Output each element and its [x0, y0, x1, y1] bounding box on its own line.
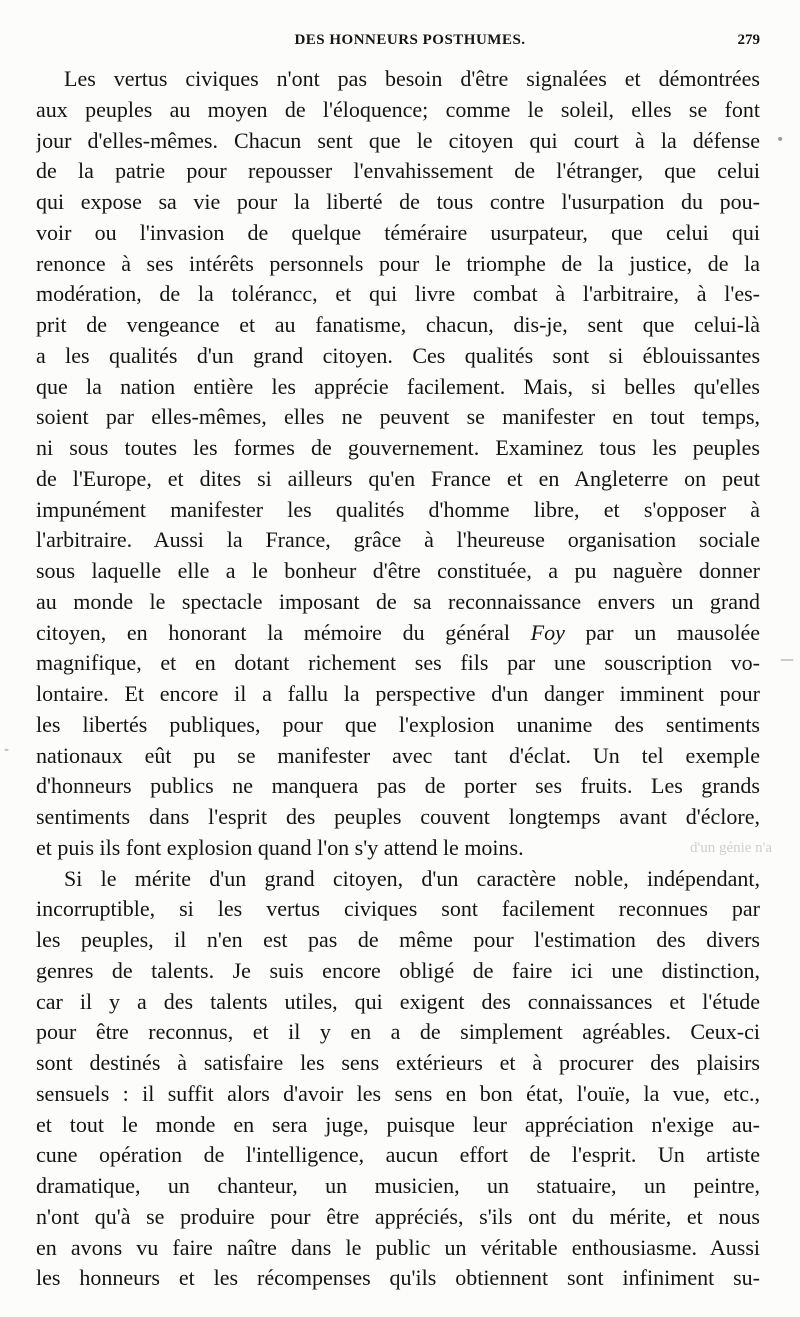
text-line: que la nation entière les apprécie facilement. Mais, si belles qu'elles [36, 373, 760, 399]
text-line: les libertés publiques, pour que l'explosion unanime des sentiments [36, 711, 760, 737]
text-line: sous laquelle elle a le bonheur d'être constituée, a pu naguère donner [36, 558, 760, 583]
margin-dash-mark: — [780, 652, 794, 668]
text-line: nationaux eût pu se manifester avec tant d'éclat. Un tel exemple [36, 742, 760, 768]
text-line: Les vertus civiques n'ont pas besoin d'être signalées et démontrées [64, 66, 760, 91]
margin-dot-mark: • [776, 132, 785, 148]
text-line: les peuples, il n'en est pas de même pour l'estimation des divers [36, 927, 760, 952]
body-text [36, 64, 760, 1294]
paragraph-1 [36, 64, 760, 864]
text-line: impunément manifester les qualités d'homme libre, et s'opposer à [36, 496, 760, 522]
text-line: incorruptible, si les vertus civiques sont facilement reconnues par [36, 896, 760, 922]
text-line: de la patrie pour repousser l'envahissement de l'étranger, que celui [36, 158, 760, 184]
text-line: magnifique, et en dotant richement ses fils par une souscription vo- [36, 650, 760, 676]
bleed-through-text: d'un génie n'a [690, 840, 773, 856]
text-line: pour être reconnus, et il y en a de simplement agréables. Ceux-ci [36, 1019, 760, 1045]
text-run: citoyen, en honorant la mémoire du général [36, 619, 531, 645]
text-line: d'honneurs publics ne manquera pas de porter ses fruits. Les grands [36, 773, 760, 799]
text-line: genres de talents. Je suis encore obligé de faire ici une distinction, [36, 957, 760, 983]
margin-left-dash-mark: - [4, 742, 10, 758]
emphasized-name: Foy [530, 619, 565, 645]
text-line: voir ou l'invasion de quelque téméraire usurpateur, que celui qui [36, 219, 760, 245]
text-line: au monde le spectacle imposant de sa reconnaissance envers un grand [36, 588, 760, 614]
text-line: dramatique, un chanteur, un musicien, un statuaire, un peintre, [36, 1173, 760, 1198]
text-line: soient par elles-mêmes, elles ne peuvent se manifester en tout temps, [36, 404, 760, 430]
text-line: qui expose sa vie pour la liberté de tous contre l'usurpation du pou- [36, 189, 760, 214]
text-line: a les qualités d'un grand citoyen. Ces qualités sont si éblouissantes [36, 342, 760, 368]
text-line: de l'Europe, et dites si ailleurs qu'en France et en Angleterre on peut [36, 465, 760, 491]
text-line: sensuels : il suffit alors d'avoir les sens en bon état, l'ouïe, la vue, etc., [36, 1080, 760, 1106]
text-line: sont destinés à satisfaire les sens extérieurs et à procurer des plaisirs [36, 1050, 760, 1075]
text-line: lontaire. Et encore il a fallu la perspective d'un danger imminent pour [36, 681, 760, 706]
text-line: les honneurs et les récompenses qu'ils obtiennent sont infiniment su- [36, 1265, 760, 1291]
text-run: par un mausolée [564, 619, 760, 645]
text-line: ni sous toutes les formes de gouvernement. Examinez tous les peuples [36, 435, 760, 460]
text-line: l'arbitraire. Aussi la France, grâce à l'heureuse organisation sociale [36, 527, 760, 553]
text-line: modération, de la tolérancc, et qui livre combat à l'arbitraire, à l'es- [36, 281, 760, 307]
text-line: Si le mérite d'un grand citoyen, d'un caractère noble, indépendant, [64, 865, 760, 891]
text-line: prit de vengeance et au fanatisme, chacun, dis-je, sent que celui-là [36, 312, 760, 337]
text-line: sentiments dans l'esprit des peuples couvent longtemps avant d'éclore, [36, 804, 760, 829]
page-header [60, 32, 760, 58]
running-head: DES HONNEURS POSTHUMES. [294, 32, 526, 48]
text-line: et tout le monde en sera juge, puisque leur appréciation n'exige au- [36, 1111, 760, 1137]
page-number: 279 [737, 32, 760, 48]
text-line-with-emphasis [36, 618, 760, 649]
text-line: jour d'elles-mêmes. Chacun sent que le citoyen qui court à la défense [36, 127, 760, 153]
text-line: aux peuples au moyen de l'éloquence; comme le soleil, elles se font [36, 96, 760, 122]
text-line: et puis ils font explosion quand l'on s'y attend le moins. [36, 834, 524, 860]
text-line: renonce à ses intérêts personnels pour le triomphe de la justice, de la [36, 250, 760, 276]
text-line: en avons vu faire naître dans le public un véritable enthousiasme. Aussi [36, 1234, 760, 1260]
paragraph-2 [36, 864, 760, 1295]
text-line: cune opération de l'intelligence, aucun effort de l'esprit. Un artiste [36, 1142, 760, 1168]
text-line: n'ont qu'à se produire pour être appréciés, s'ils ont du mérite, et nous [36, 1203, 760, 1229]
text-line: car il y a des talents utiles, qui exigent des connaissances et l'étude [36, 988, 760, 1014]
